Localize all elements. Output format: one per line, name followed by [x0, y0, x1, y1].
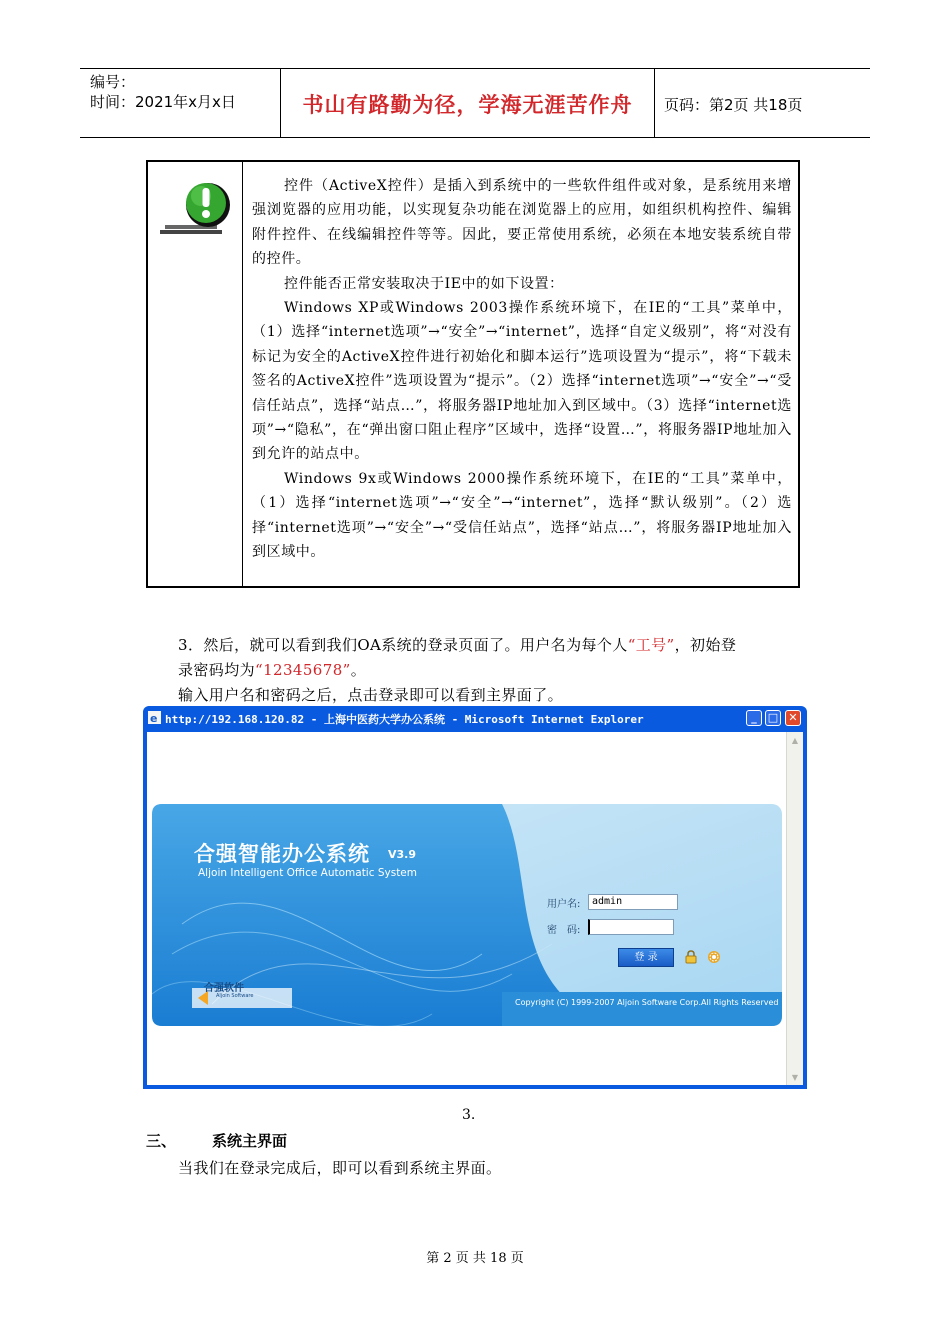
password-label: 密 码: [547, 925, 581, 936]
close-button[interactable]: ✕ [785, 710, 801, 726]
header-left-cell [80, 69, 281, 137]
password-input[interactable] [588, 919, 674, 935]
ie-browser-window [143, 706, 807, 1089]
svg-text:e: e [150, 712, 158, 724]
notice-paragraph: Windows 9x或Windows 2000操作系统环境下，在IE的“工具”菜单中，（1）选择“internet选项”→“安全”→“internet”，选择“默认级别”。（2）选择“internet选项”→“安全”→“受信任站点”，选择“站点…”，将服务器IP地址加入到区域中。 [252, 470, 792, 561]
login-version: V3.9 [388, 848, 416, 861]
minimize-button[interactable]: _ [746, 710, 762, 726]
brand-logo-en: Aljoin Software [216, 993, 254, 999]
scroll-up-icon[interactable]: ▲ [791, 736, 799, 745]
notice-paragraph: 控件（ActiveX控件）是插入到系统中的一些软件组件或对象，是系统用来增强浏览器的应用功能，以实现复杂功能在浏览器上的应用，如组织机构控件、编辑附件控件、在线编辑控件等等。因此，要正常使用系统，必须在本地安装系统自带的控件。 [252, 178, 792, 268]
page-info: 页码：第2页 共18页 [664, 96, 803, 114]
time-label: 时间：2021年x月x日 [90, 93, 236, 111]
login-subtitle: Aljoin Intelligent Office Automatic System [198, 867, 417, 879]
username-input[interactable]: admin [588, 894, 678, 910]
username-hint: “工号” [627, 636, 675, 654]
activex-notice-box [146, 160, 800, 588]
notice-text [252, 174, 792, 565]
login-system-title: 合强智能办公系统 [194, 842, 370, 866]
ie-icon [148, 711, 161, 724]
copyright-text: Copyright (C) 1999-2007 Aljoin Software Corp.All Rights Reserved [515, 998, 779, 1007]
notice-paragraph: 控件能否正常安装取决于IE中的如下设置： [284, 275, 564, 292]
maximize-button[interactable]: □ [765, 710, 781, 726]
code-label: 编号： [90, 73, 136, 91]
step3-line1: 3．然后，就可以看到我们OA系统的登录页面了。用户名为每个人“工号”，初始登 [178, 636, 737, 654]
section-number: 三、 [146, 1132, 177, 1150]
step3-line2: 录密码均为“12345678”。 [178, 661, 367, 679]
gear-icon[interactable] [707, 950, 721, 964]
figure-caption: 3. [462, 1107, 476, 1123]
header-center-cell [281, 69, 655, 137]
username-label: 用户名: [547, 899, 581, 910]
section-title: 系统主界面 [212, 1132, 288, 1150]
page-footer: 第 2 页 共 18 页 [426, 1251, 524, 1266]
page-header [80, 68, 870, 138]
login-button[interactable]: 登 录 [618, 948, 674, 967]
step3-line3: 输入用户名和密码之后，点击登录即可以看到主界面了。 [178, 686, 564, 704]
header-right-cell [655, 69, 870, 137]
header-motto: 书山有路勤为径，学海无涯苦作舟 [302, 93, 633, 117]
notice-icon-cell [148, 162, 243, 586]
password-hint: “12345678” [255, 661, 351, 679]
login-panel [152, 804, 782, 1026]
window-title: http://192.168.120.82 - 上海中医药大学办公系统 - Microsoft Internet Explorer [165, 713, 644, 726]
brand-logo: 合强软件 [204, 983, 244, 994]
scroll-down-icon[interactable]: ▼ [791, 1073, 799, 1082]
section-body: 当我们在登录完成后，即可以看到系统主界面。 [178, 1159, 502, 1177]
vertical-scrollbar[interactable] [786, 732, 803, 1085]
browser-client-area [147, 732, 803, 1085]
exclamation-icon [156, 172, 236, 242]
lock-icon[interactable] [684, 950, 698, 964]
notice-paragraph: Windows XP或Windows 2003操作系统环境下，在IE的“工具”菜单中，（1）选择“internet选项”→“安全”→“internet”，选择“自定义级别”，将“对没有标记为安全的ActiveX控件进行初始化和脚本运行”选项设置为“提示”，将“下载未签名的ActiveX控件”选项设置为“提示”。（2）选择“internet选项”→“安全”→“受信任站点”，选择“站点…”，将服务器IP地址加入到区域中。（3）选择“internet选项”→“隐私”，在“弹出窗口阻止程序”区域中，选择“设置…”，将服务器IP地址加入到允许的站点中。 [252, 300, 792, 463]
